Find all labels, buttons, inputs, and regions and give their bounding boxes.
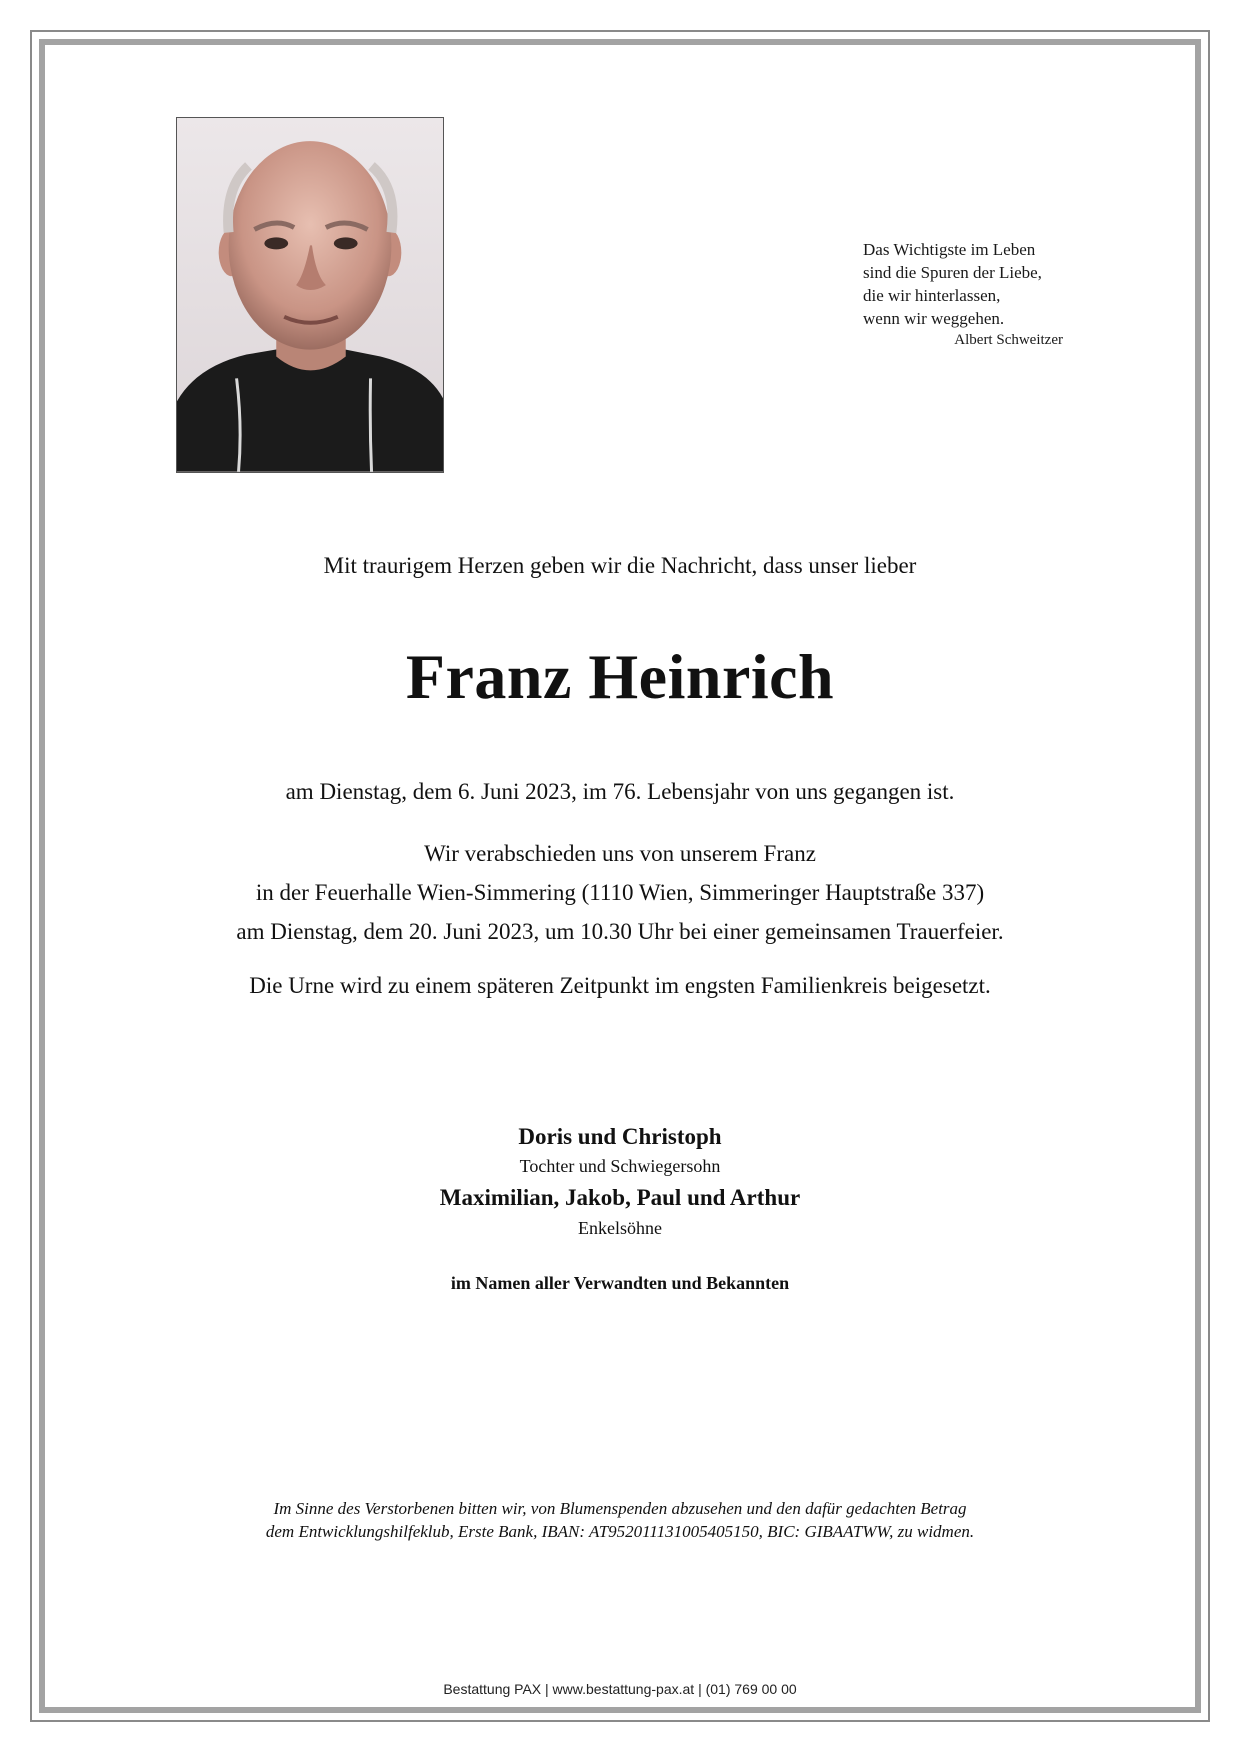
ceremony-details — [0, 834, 1240, 951]
mourner-role: Enkelsöhne — [578, 1218, 662, 1238]
intro-text: Mit traurigem Herzen geben wir die Nachricht, dass unser lieber — [323, 553, 917, 578]
deceased-name: Franz Heinrich — [405, 641, 835, 712]
funeral-home-footer: Bestattung PAX | www.bestattung-pax.at | (01) 769 00 00 — [443, 1681, 797, 1697]
death-date-text: am Dienstag, dem 6. Juni 2023, im 76. Lebensjahr von uns gegangen ist. — [285, 779, 955, 804]
quote-line: die wir hinterlassen, — [863, 286, 1001, 305]
portrait-photo — [176, 117, 444, 473]
quote-line: Das Wichtigste im Leben — [863, 240, 1036, 259]
closing-line: im Namen aller Verwandten und Bekannten — [450, 1273, 790, 1293]
ceremony-line: in der Feuerhalle Wien-Simmering (1110 Wien, Simmeringer Hauptstraße 337) — [255, 880, 985, 905]
mourner-name: Doris und Christoph — [518, 1124, 722, 1149]
ceremony-line: Wir verabschieden uns von unserem Franz — [424, 841, 816, 866]
mourner-role: Tochter und Schwiegersohn — [519, 1156, 721, 1176]
ceremony-line: am Dienstag, dem 20. Juni 2023, um 10.30 Uhr bei einer gemeinsamen Trauerfeier. — [236, 919, 1004, 944]
memorial-quote — [863, 238, 1093, 350]
donation-request — [0, 1497, 1240, 1543]
donation-line: dem Entwicklungshilfeklub, Erste Bank, IBAN: AT952011131005405150, BIC: GIBAATWW, zu widmen. — [265, 1522, 975, 1541]
mourner-name: Maximilian, Jakob, Paul und Arthur — [439, 1185, 801, 1210]
donation-line: Im Sinne des Verstorbenen bitten wir, von Blumenspenden abzusehen und den dafür gedachten Betrag — [273, 1499, 967, 1518]
quote-line: wenn wir weggehen. — [863, 309, 1005, 328]
quote-author: Albert Schweitzer — [954, 332, 1063, 348]
urn-notice: Die Urne wird zu einem späteren Zeitpunkt im engsten Familienkreis beigesetzt. — [249, 973, 991, 998]
portrait-illustration — [177, 118, 443, 472]
quote-line: sind die Spuren der Liebe, — [863, 263, 1042, 282]
